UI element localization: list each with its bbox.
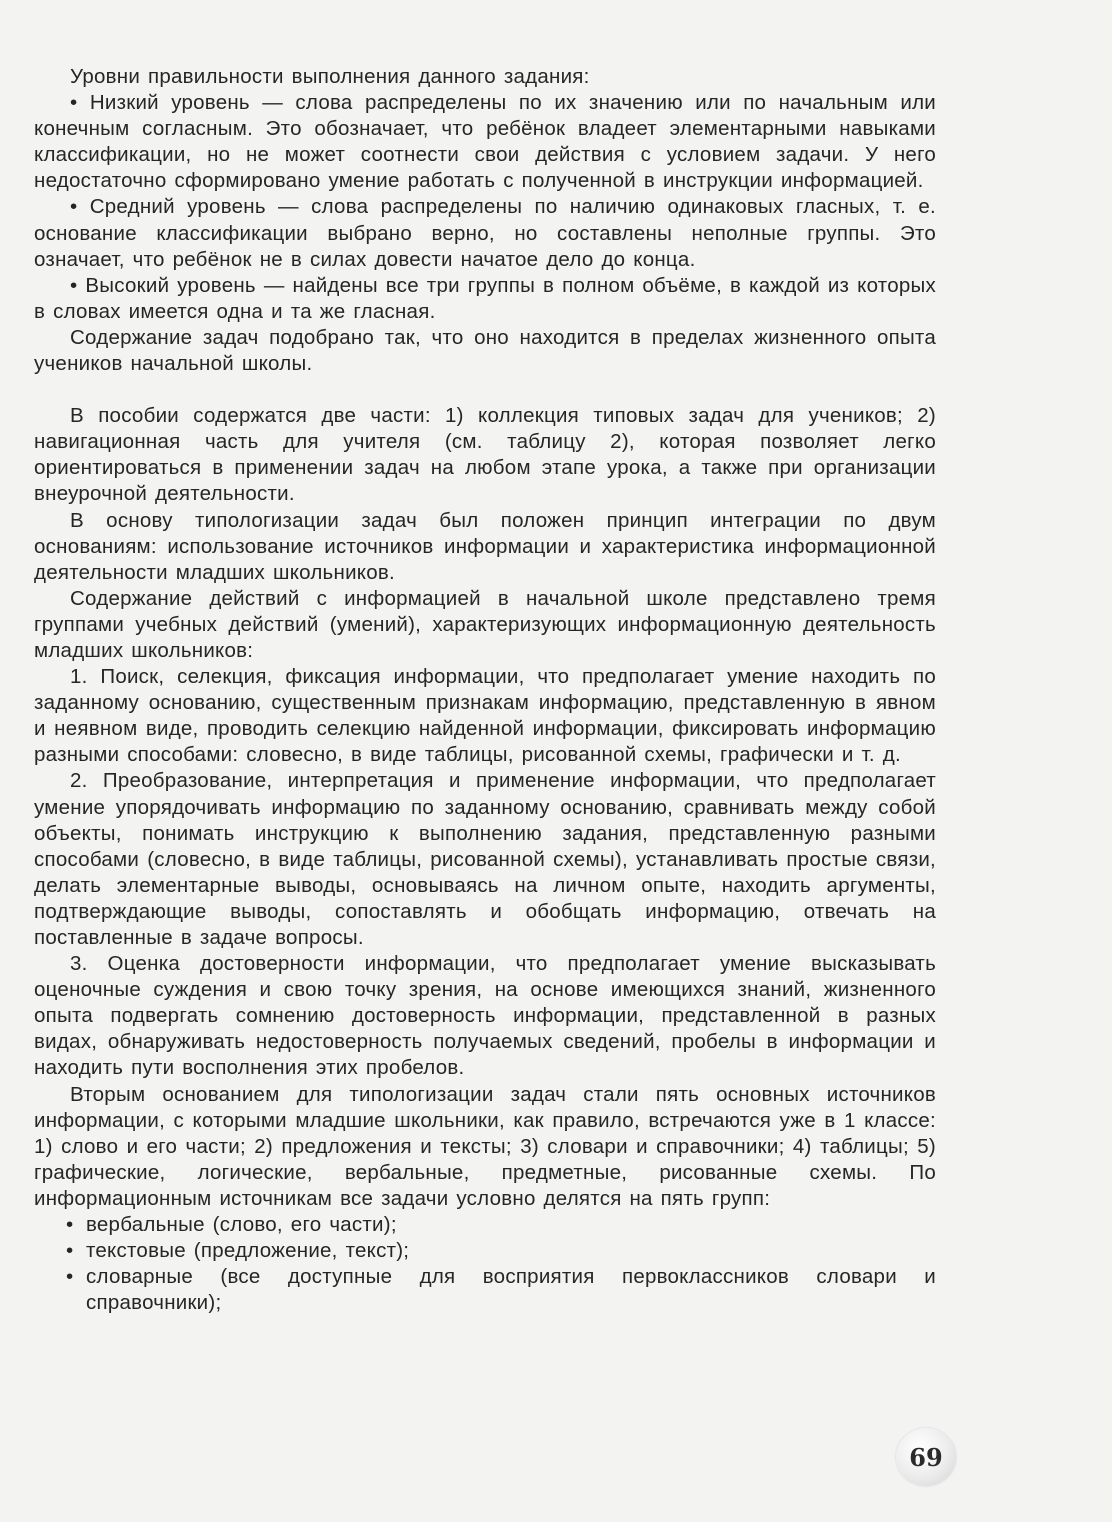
bullet-icon: • xyxy=(66,1239,74,1263)
bullet-icon: • xyxy=(66,1265,74,1289)
list-item xyxy=(66,1264,936,1316)
paragraph: • Высокий уровень — найдены все три группы в полном объёме, в каждой из которых в словах имеется одна и та же гласная. xyxy=(34,273,936,323)
list-item-text: словарные (все доступные для восприятия первоклассников словари и справочники); xyxy=(86,1265,936,1315)
paragraph: Содержание задач подобрано так, что оно находится в пределах жизненного опыта учеников начальной школы. xyxy=(34,325,936,376)
paragraph: 1. Поиск, селекция, фиксация информации, что предполагает умение находить по заданному основанию, существенным признакам информацию, представленную в явном и неявном виде, проводить селекцию найденной информации, фиксировать информацию разными способами: словесно, в виде таблицы, рисованной схемы, графически и т. д. xyxy=(34,665,936,767)
paragraph: • Средний уровень — слова распределены по наличию одинаковых гласных, т. е. основание классификации выбрано верно, но составлены неполные группы. Это означает, что ребёнок не в силах довести начатое дело до конца. xyxy=(34,195,936,271)
paragraph: • Низкий уровень — слова распределены по их значению или по начальным или конечным согласным. Это обозначает, что ребёнок владеет элементарными навыками классификации, но не может соотнести свои действия с условием задачи. У него недостаточно сформировано умение работать с полученной в инструкции информацией. xyxy=(34,91,936,193)
list-item-text: текстовые (предложение, текст); xyxy=(86,1239,410,1263)
page-number-badge xyxy=(896,1428,956,1486)
page-body xyxy=(34,64,936,1316)
paragraph: Вторым основанием для типологизации задач стали пять основных источников информации, с которыми младшие школьники, как правило, встречаются уже в 1 классе: 1) слово и его части; 2) предложения и тексты; 3) словари и справочники; 4) таблицы; 5) графические, логические, вербальные, предметные, рисованные схемы. По информационным источникам все задачи условно делятся на пять групп: xyxy=(34,1082,936,1210)
page-number: 69 xyxy=(909,1442,943,1472)
paragraph: Уровни правильности выполнения данного задания: xyxy=(70,65,590,88)
list-item-text: вербальные (слово, его части); xyxy=(86,1213,397,1237)
list-item xyxy=(66,1238,936,1264)
paragraph: 3. Оценка достоверности информации, что предполагает умение высказывать оценочные суждения и свою точку зрения, на основе имеющихся знаний, жизненного опыта подвергать сомнению достоверность информации, представленной в разных видах, обнаруживать недостоверность получаемых сведений, пробелы в информации и находить пути восполнения этих пробелов. xyxy=(34,952,936,1080)
bullet-icon: • xyxy=(66,1213,74,1237)
paragraph: Содержание действий с информацией в начальной школе представлено тремя группами учебных действий (умений), характеризующих информационную деятельность младших школьников: xyxy=(34,586,936,662)
list-item xyxy=(66,1212,936,1238)
source-groups-list xyxy=(34,1212,936,1316)
paragraph: 2. Преобразование, интерпретация и применение информации, что предполагает умение упорядочивать информацию по заданному основанию, сравнивать между собой объекты, понимать инструкцию к выполнению задания, представленную разными способами (словесно, в виде таблицы, рисованной схемы), устанавливать простые связи, делать элементарные выводы, основываясь на личном опыте, находить аргументы, подтверждающие выводы, сопоставлять и обобщать информацию, отвечать на поставленные в задаче вопросы. xyxy=(34,769,936,949)
paragraph: В пособии содержатся две части: 1) коллекция типовых задач для учеников; 2) навигационная часть для учителя (см. таблицу 2), которая позволяет легко ориентироваться в применении задач на любом этапе урока, а также при организации внеурочной деятельности. xyxy=(34,404,936,506)
paragraph: В основу типологизации задач был положен принцип интеграции по двум основаниям: использование источников информации и характеристика информационной деятельности младших школьников. xyxy=(34,508,936,584)
